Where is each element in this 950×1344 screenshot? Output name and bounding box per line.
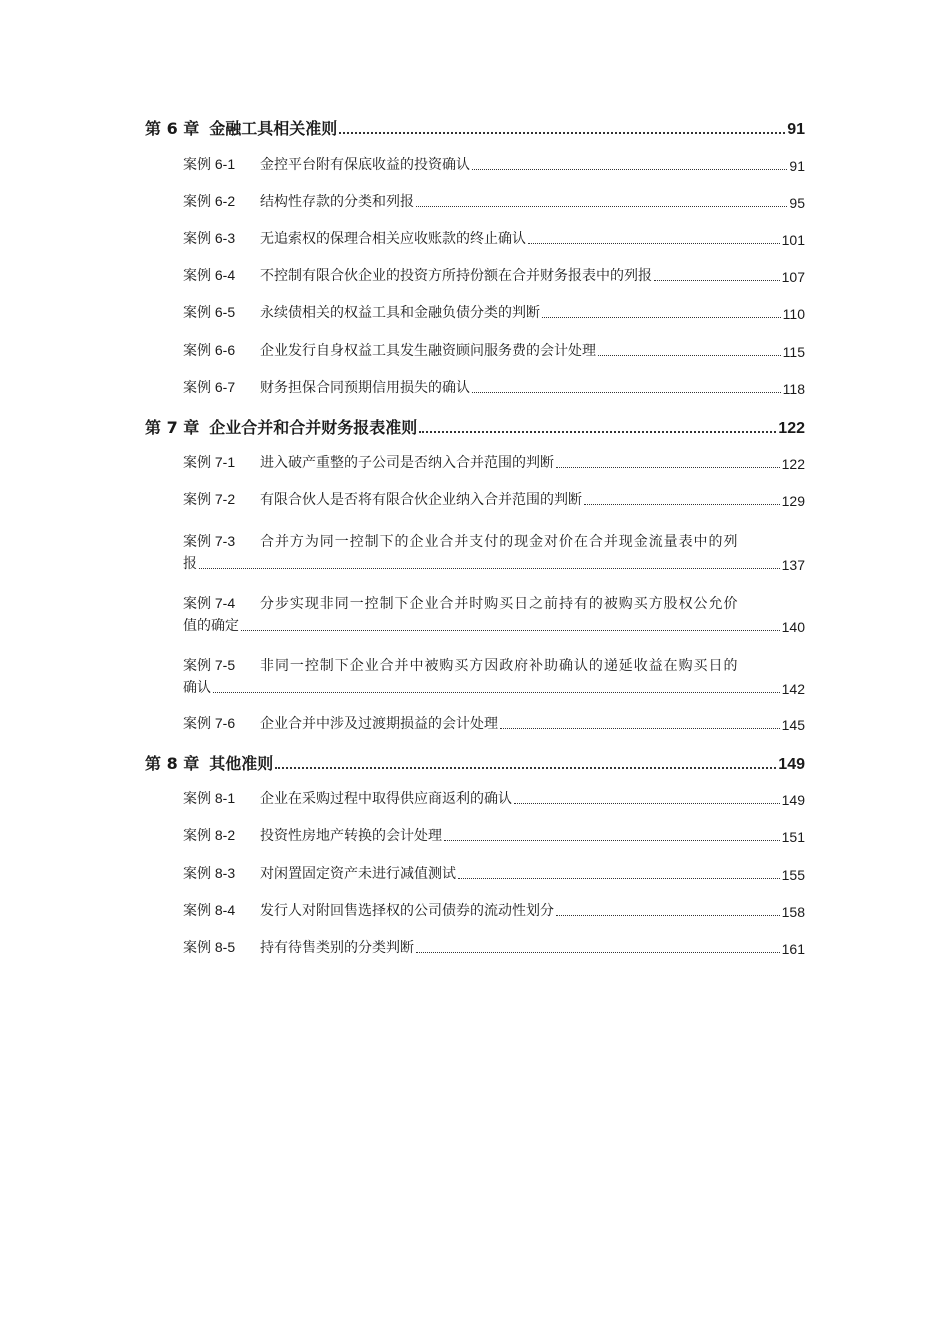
case-title: 财务担保合同预期信用损失的确认 — [260, 380, 470, 396]
case-title-line2: 报 — [183, 556, 197, 572]
case-number: 案例 6-2 — [183, 193, 236, 209]
case-title: 企业发行自身权益工具发生融资顾问服务费的会计处理 — [260, 343, 596, 359]
page-number: 95 — [789, 195, 805, 211]
chapter-number: 第 7 章 — [145, 418, 200, 437]
case-title-line2: 确认 — [183, 680, 211, 696]
toc-case-entry[interactable] — [145, 900, 805, 920]
dot-leader — [416, 205, 787, 207]
toc-chapter-entry[interactable] — [145, 415, 805, 438]
page-number: 91 — [789, 158, 805, 174]
page-number: 140 — [781, 619, 805, 635]
page-number: 107 — [781, 269, 805, 285]
toc-case-entry[interactable] — [145, 651, 805, 697]
dot-leader — [444, 839, 780, 841]
chapter-number: 第 8 章 — [145, 754, 200, 773]
chapter-title: 金融工具相关准则 — [209, 119, 338, 138]
dot-leader — [598, 354, 781, 356]
dot-leader — [339, 131, 785, 134]
toc-case-entry[interactable] — [145, 589, 805, 635]
page-number: 137 — [781, 557, 805, 573]
case-title: 进入破产重整的子公司是否纳入合并范围的判断 — [260, 455, 554, 471]
page-number: 118 — [782, 381, 805, 397]
dot-leader — [584, 503, 780, 505]
case-number: 案例 7-5 — [183, 657, 236, 673]
toc-case-entry[interactable] — [145, 825, 805, 845]
toc-case-entry[interactable] — [145, 788, 805, 808]
toc-case-entry[interactable] — [145, 302, 805, 322]
chapter-number: 第 6 章 — [145, 119, 200, 138]
chapter-title: 企业合并和合并财务报表准则 — [209, 418, 418, 437]
toc-case-entry[interactable] — [145, 191, 805, 211]
page-number: 145 — [781, 717, 805, 733]
case-title: 投资性房地产转换的会计处理 — [260, 828, 442, 844]
case-title-line2: 值的确定 — [183, 618, 239, 634]
case-number: 案例 6-1 — [183, 156, 236, 172]
toc-case-entry[interactable] — [145, 154, 805, 174]
page-number: 158 — [781, 904, 805, 920]
toc-case-entry[interactable] — [145, 452, 805, 472]
dot-leader — [241, 629, 780, 631]
page-number: 129 — [781, 493, 805, 509]
dot-leader — [472, 391, 781, 393]
dot-leader — [275, 766, 776, 769]
case-title: 不控制有限合伙企业的投资方所持份额在合并财务报表中的列报 — [260, 268, 652, 284]
toc-chapter-entry[interactable] — [145, 116, 805, 139]
dot-leader — [500, 727, 780, 729]
toc-case-entry[interactable] — [145, 265, 805, 285]
page-number: 149 — [778, 756, 805, 773]
dot-leader — [416, 951, 780, 953]
case-number: 案例 8-2 — [183, 827, 236, 843]
case-number: 案例 7-1 — [183, 454, 236, 470]
case-title: 金控平台附有保底收益的投资确认 — [260, 157, 470, 173]
toc-case-entry[interactable] — [145, 527, 805, 573]
toc-case-entry[interactable] — [145, 377, 805, 397]
case-number: 案例 8-4 — [183, 902, 236, 918]
dot-leader — [556, 466, 780, 468]
case-number: 案例 7-6 — [183, 715, 236, 731]
page-number: 110 — [782, 306, 805, 322]
page-number: 151 — [781, 829, 805, 845]
case-number: 案例 6-4 — [183, 267, 236, 283]
case-title: 有限合伙人是否将有限合伙企业纳入合并范围的判断 — [260, 492, 582, 508]
toc-case-entry[interactable] — [145, 340, 805, 360]
dot-leader — [654, 279, 780, 281]
page-number: 101 — [781, 232, 805, 248]
toc-chapter-entry[interactable] — [145, 751, 805, 774]
case-number: 案例 7-3 — [183, 533, 236, 549]
case-number: 案例 6-7 — [183, 379, 236, 395]
dot-leader — [213, 691, 780, 693]
dot-leader — [199, 567, 780, 569]
case-number: 案例 7-2 — [183, 491, 236, 507]
toc-case-entry[interactable] — [145, 228, 805, 248]
chapter-title: 其他准则 — [209, 754, 274, 773]
toc-case-entry[interactable] — [145, 863, 805, 883]
case-number: 案例 8-3 — [183, 865, 236, 881]
dot-leader — [542, 316, 781, 318]
dot-leader — [528, 242, 780, 244]
case-title: 企业在采购过程中取得供应商返利的确认 — [260, 791, 512, 807]
dot-leader — [472, 168, 787, 170]
case-title: 企业合并中涉及过渡期损益的会计处理 — [260, 716, 498, 732]
case-title-line1: 分步实现非同一控制下企业合并时购买日之前持有的被购买方股权公允价 — [260, 596, 739, 612]
toc-case-entry[interactable] — [145, 713, 805, 733]
case-title: 对闲置固定资产未进行减值测试 — [260, 866, 456, 882]
toc-case-entry[interactable] — [145, 937, 805, 957]
dot-leader — [514, 802, 780, 804]
page-number: 161 — [781, 941, 805, 957]
case-title: 发行人对附回售选择权的公司债券的流动性划分 — [260, 903, 554, 919]
case-title: 永续债相关的权益工具和金融负债分类的判断 — [260, 305, 540, 321]
dot-leader — [556, 914, 780, 916]
case-title: 持有待售类别的分类判断 — [260, 940, 414, 956]
case-number: 案例 6-3 — [183, 230, 236, 246]
page-number: 142 — [781, 681, 805, 697]
case-number: 案例 6-5 — [183, 304, 236, 320]
page-number: 122 — [778, 420, 805, 437]
case-title-line1: 合并方为同一控制下的企业合并支付的现金对价在合并现金流量表中的列 — [260, 534, 739, 550]
toc-case-entry[interactable] — [145, 489, 805, 509]
case-title: 无追索权的保理合相关应收账款的终止确认 — [260, 231, 526, 247]
case-number: 案例 8-5 — [183, 939, 236, 955]
page-number: 155 — [781, 867, 805, 883]
page-number: 115 — [782, 344, 805, 360]
dot-leader — [419, 430, 776, 433]
case-title: 结构性存款的分类和列报 — [260, 194, 414, 210]
case-title-line1: 非同一控制下企业合并中被购买方因政府补助确认的递延收益在购买日的 — [260, 658, 739, 674]
dot-leader — [458, 877, 780, 879]
case-number: 案例 7-4 — [183, 595, 236, 611]
case-number: 案例 8-1 — [183, 790, 236, 806]
page-number: 149 — [781, 792, 805, 808]
page-number: 122 — [781, 456, 805, 472]
case-number: 案例 6-6 — [183, 342, 236, 358]
page-number: 91 — [787, 121, 805, 138]
